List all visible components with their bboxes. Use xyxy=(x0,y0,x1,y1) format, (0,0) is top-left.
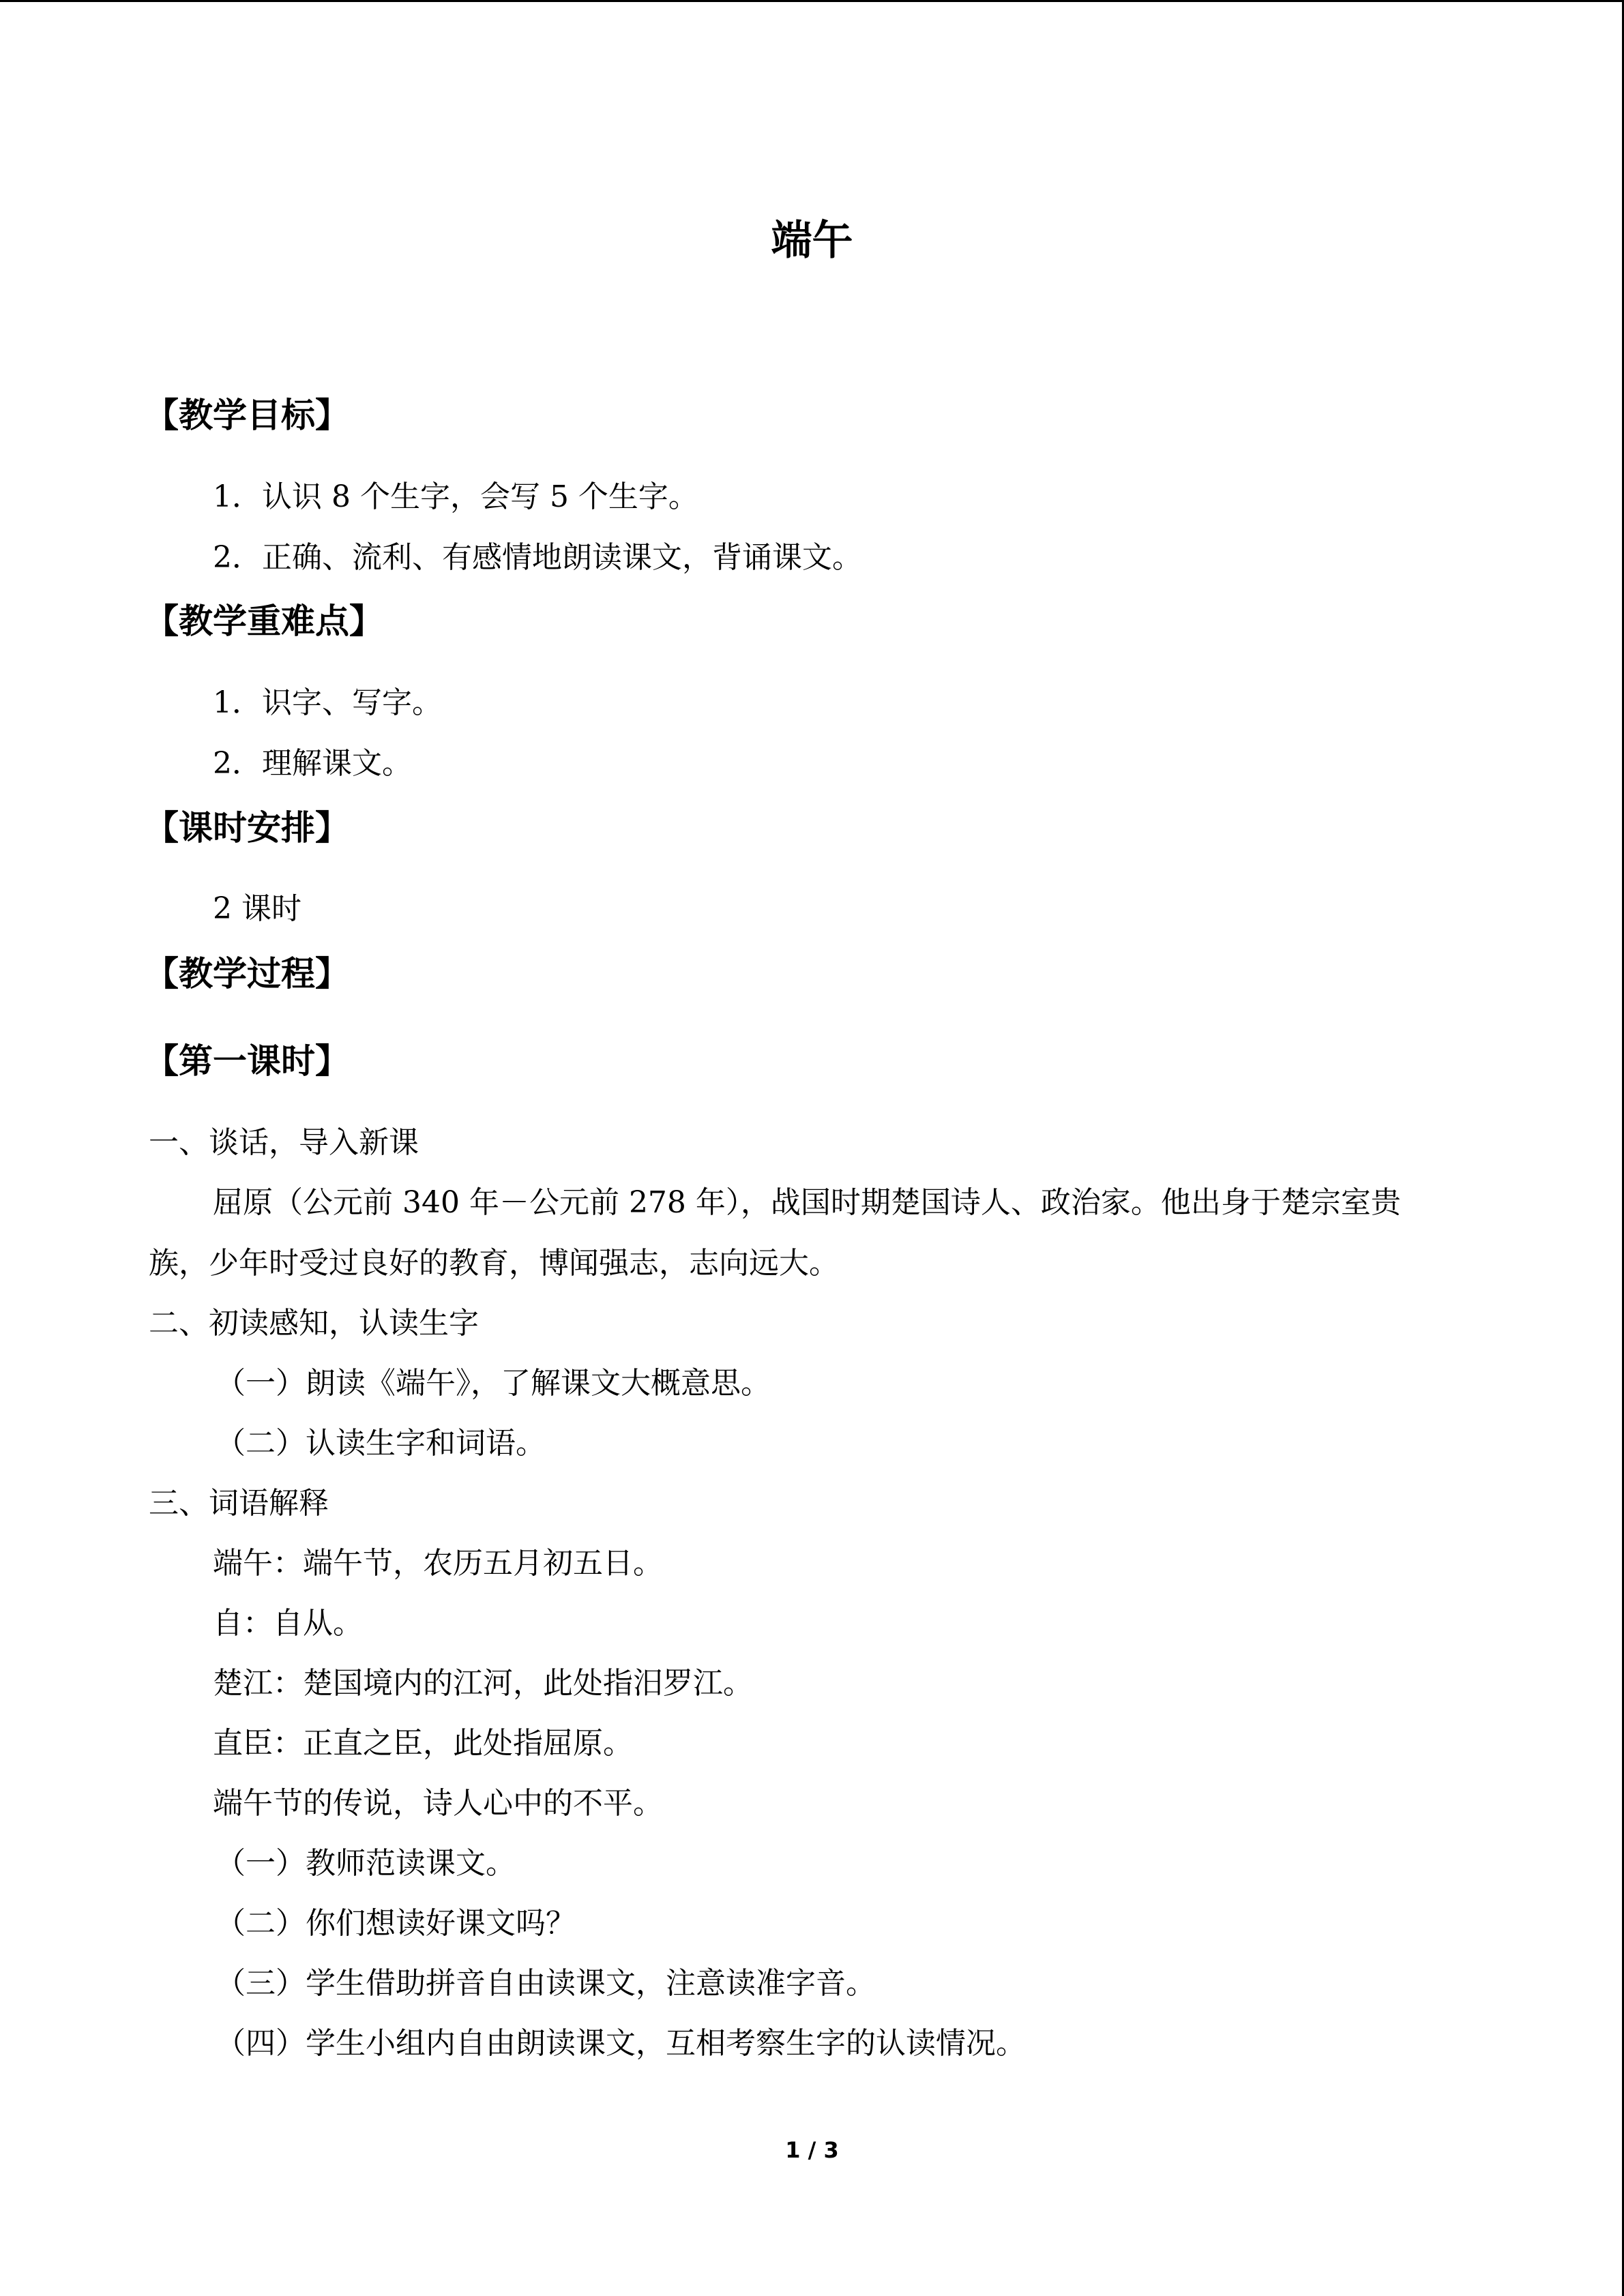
objective-item: 1．认识 8 个生字，会写 5 个生字。 xyxy=(213,479,698,514)
objective-item: 2．正确、流利、有感情地朗读课文，背诵课文。 xyxy=(213,540,862,575)
paragraph-line: 族，少年时受过良好的教育，博闻强志，志向远大。 xyxy=(149,1246,839,1281)
key-point-item: 1．识字、写字。 xyxy=(213,685,442,720)
heading-first-lesson: 【第一课时】 xyxy=(145,1041,349,1081)
section-title: 二、初读感知，认读生字 xyxy=(149,1306,479,1341)
paragraph-line: 屈原（公元前 340 年－公元前 278 年），战国时期楚国诗人、政治家。他出身于楚宗室贵 xyxy=(213,1185,1401,1220)
list-item: （一）朗读《端午》，了解课文大概意思。 xyxy=(216,1366,771,1401)
term-definition: 直臣：正直之臣，此处指屈原。 xyxy=(213,1726,633,1761)
list-item: （二）你们想读好课文吗？ xyxy=(216,1906,576,1941)
section-title: 一、谈话，导入新课 xyxy=(149,1125,419,1160)
list-item: （二）认读生字和词语。 xyxy=(216,1426,546,1461)
list-item: （四）学生小组内自由朗读课文，互相考察生字的认读情况。 xyxy=(216,2026,1026,2061)
term-definition: 楚江：楚国境内的江河，此处指汨罗江。 xyxy=(213,1666,753,1701)
heading-schedule: 【课时安排】 xyxy=(145,808,349,848)
section-title: 三、词语解释 xyxy=(149,1486,329,1521)
list-item: （一）教师范读课文。 xyxy=(216,1846,516,1881)
term-definition: 端午节的传说，诗人心中的不平。 xyxy=(213,1786,663,1821)
heading-process: 【教学过程】 xyxy=(145,954,349,994)
page-title: 端午 xyxy=(771,217,853,265)
heading-objectives: 【教学目标】 xyxy=(145,396,349,435)
page-number: 1 / 3 xyxy=(785,2137,839,2163)
key-point-item: 2．理解课文。 xyxy=(213,746,412,781)
list-item: （三）学生借助拼音自由读课文，注意读准字音。 xyxy=(216,1966,876,2001)
term-definition: 端午：端午节，农历五月初五日。 xyxy=(213,1546,663,1581)
schedule-text: 2 课时 xyxy=(213,891,301,926)
term-definition: 自：自从。 xyxy=(213,1606,363,1641)
heading-key-points: 【教学重难点】 xyxy=(145,601,383,641)
